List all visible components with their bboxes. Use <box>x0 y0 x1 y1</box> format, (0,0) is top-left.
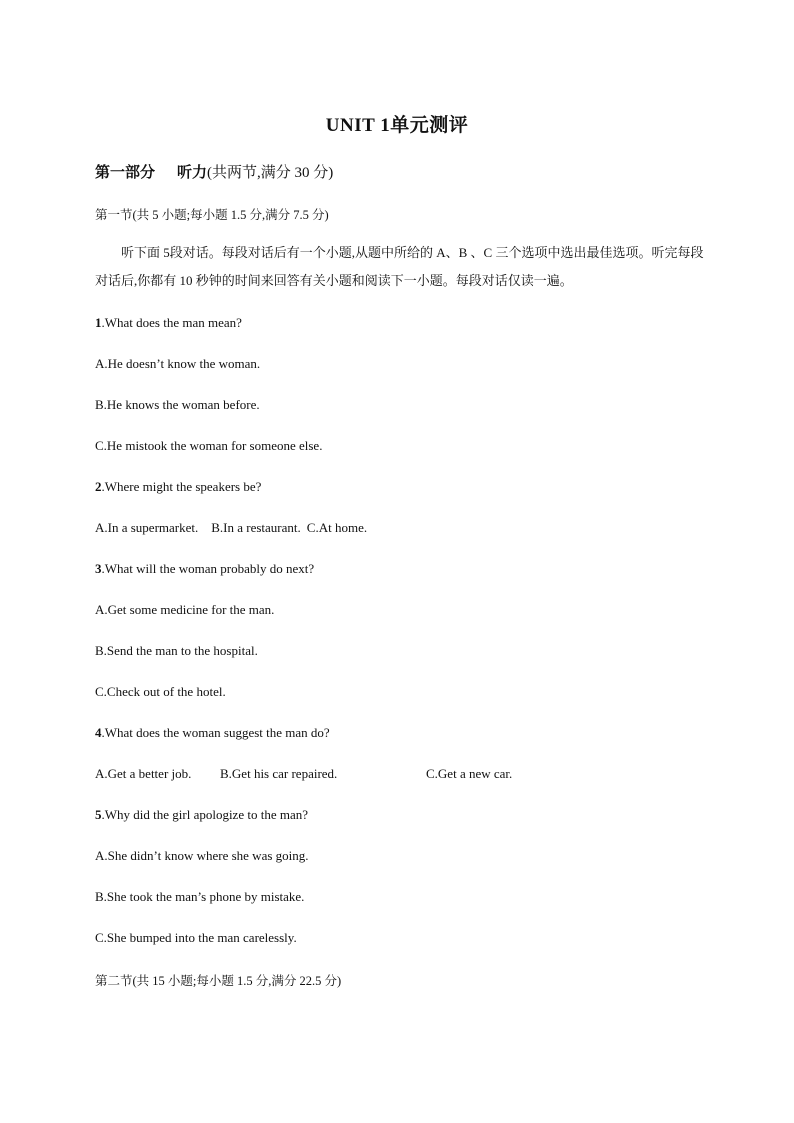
option-1c: C.He mistook the woman for someone else. <box>95 438 323 453</box>
part-number: 第一部分 <box>95 165 156 181</box>
question-text: .What will the woman probably do next? <box>101 561 315 576</box>
option-5c: C.She bumped into the man carelessly. <box>95 930 297 945</box>
part-note: (共两节,满分 30 分) <box>207 165 334 181</box>
option-4b: B.Get his car repaired. <box>220 766 338 781</box>
option-5a: A.She didn’t know where she was going. <box>95 848 309 863</box>
option-3c: C.Check out of the hotel. <box>95 684 226 699</box>
question-text: .What does the man mean? <box>101 315 242 330</box>
question-number: 1 <box>95 315 102 330</box>
question-text: .What does the woman suggest the man do? <box>101 725 330 740</box>
question-number: 3 <box>95 561 102 576</box>
question-text: .Where might the speakers be? <box>101 479 262 494</box>
question-4 <box>95 725 330 741</box>
option-2b: B.In a restaurant. <box>211 520 301 535</box>
option-2c: C.At home. <box>306 520 368 535</box>
question-number: 5 <box>95 807 102 822</box>
part-heading <box>95 161 333 182</box>
option-3a: A.Get some medicine for the man. <box>95 602 275 617</box>
option-2a: A.In a supermarket. <box>95 520 199 535</box>
question-3 <box>95 561 314 577</box>
question-5 <box>95 807 308 823</box>
part-name: 听力 <box>177 165 208 181</box>
option-1b: B.He knows the woman before. <box>95 397 260 412</box>
question-text: .Why did the girl apologize to the man? <box>101 807 308 822</box>
section-2-heading: 第二节(共 15 小题;每小题 1.5 分,满分 22.5 分) <box>95 974 342 988</box>
option-1a: A.He doesn’t know the woman. <box>95 356 261 371</box>
option-4c: C.Get a new car. <box>426 766 513 781</box>
option-3b: B.Send the man to the hospital. <box>95 643 258 658</box>
question-number: 4 <box>95 725 102 740</box>
section-heading: 第一节(共 5 小题;每小题 1.5 分,满分 7.5 分) <box>95 208 329 222</box>
question-number: 2 <box>95 479 102 494</box>
instructions: 听下面 5段对话。每段对话后有一个小题,从题中所给的 A、B 、C 三个选项中选出最佳选项。听完每段对话后,你都有 10 秒钟的时间来回答有关小题和阅读下一小题。每段对话仅读一遍。 <box>95 245 704 288</box>
option-5b: B.She took the man’s phone by mistake. <box>95 889 305 904</box>
page-title: UNIT 1单元测评 <box>325 115 469 136</box>
options-row-2 <box>95 520 367 536</box>
question-2 <box>95 479 261 495</box>
question-1 <box>95 315 242 331</box>
option-4a: A.Get a better job. <box>95 766 192 781</box>
